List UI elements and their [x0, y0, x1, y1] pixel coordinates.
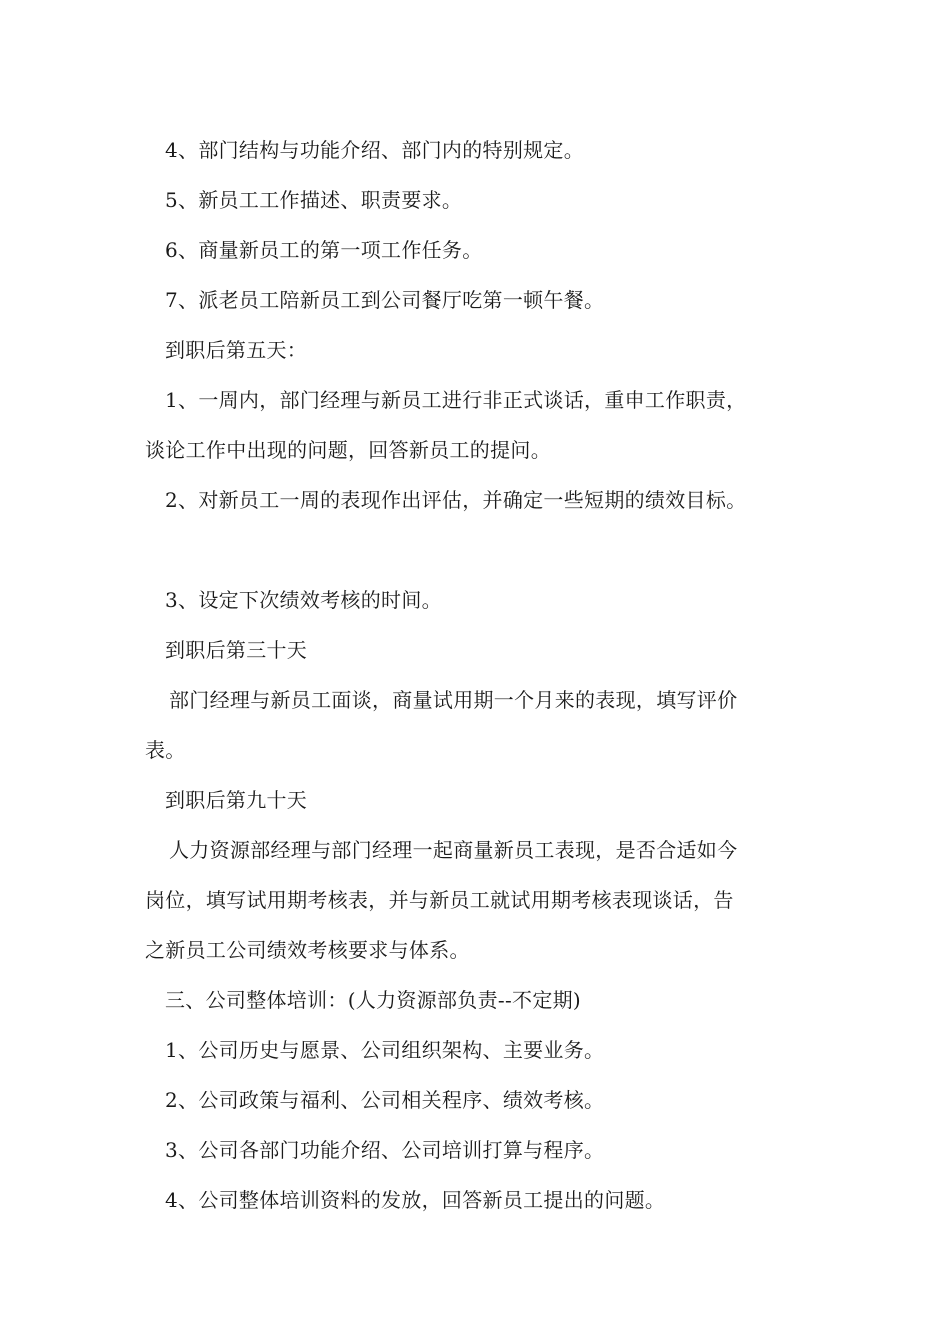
paragraph-line: 3、公司各部门功能介绍、公司培训打算与程序。 [165, 1138, 605, 1162]
paragraph-line: 2、对新员工一周的表现作出评估，并确定一些短期的绩效目标。 [165, 488, 747, 512]
paragraph-line: 4、公司整体培训资料的发放，回答新员工提出的问题。 [165, 1188, 666, 1212]
paragraph-line: 7、派老员工陪新员工到公司餐厅吃第一顿午餐。 [165, 288, 605, 312]
section-heading: 三、公司整体培训：(人力资源部负责--不定期) [165, 988, 582, 1012]
paragraph-line: 4、部门结构与功能介绍、部门内的特别规定。 [165, 138, 585, 162]
paragraph-line: 人力资源部经理与部门经理一起商量新员工表现，是否合适如今 [169, 838, 738, 862]
section-heading: 到职后第三十天 [165, 638, 308, 662]
paragraph-line: 表。 [145, 738, 186, 762]
paragraph-line: 谈论工作中出现的问题，回答新员工的提问。 [145, 438, 551, 462]
paragraph-line: 岗位，填写试用期考核表，并与新员工就试用期考核表现谈话，告 [145, 888, 734, 912]
paragraph-line: 2、公司政策与福利、公司相关程序、绩效考核。 [165, 1088, 605, 1112]
paragraph-line: 3、设定下次绩效考核的时间。 [165, 588, 442, 612]
paragraph-line: 1、一周内，部门经理与新员工进行非正式谈话，重申工作职责， [165, 388, 747, 412]
section-heading: 到职后第九十天 [165, 788, 308, 812]
paragraph-line: 5、新员工工作描述、职责要求。 [165, 188, 463, 212]
paragraph-line: 1、公司历史与愿景、公司组织架构、主要业务。 [165, 1038, 605, 1062]
paragraph-line: 6、商量新员工的第一项工作任务。 [165, 238, 483, 262]
paragraph-line: 之新员工公司绩效考核要求与体系。 [145, 938, 470, 962]
paragraph-line: 部门经理与新员工面谈，商量试用期一个月来的表现，填写评价 [169, 688, 738, 712]
section-heading: 到职后第五天： [165, 338, 308, 362]
